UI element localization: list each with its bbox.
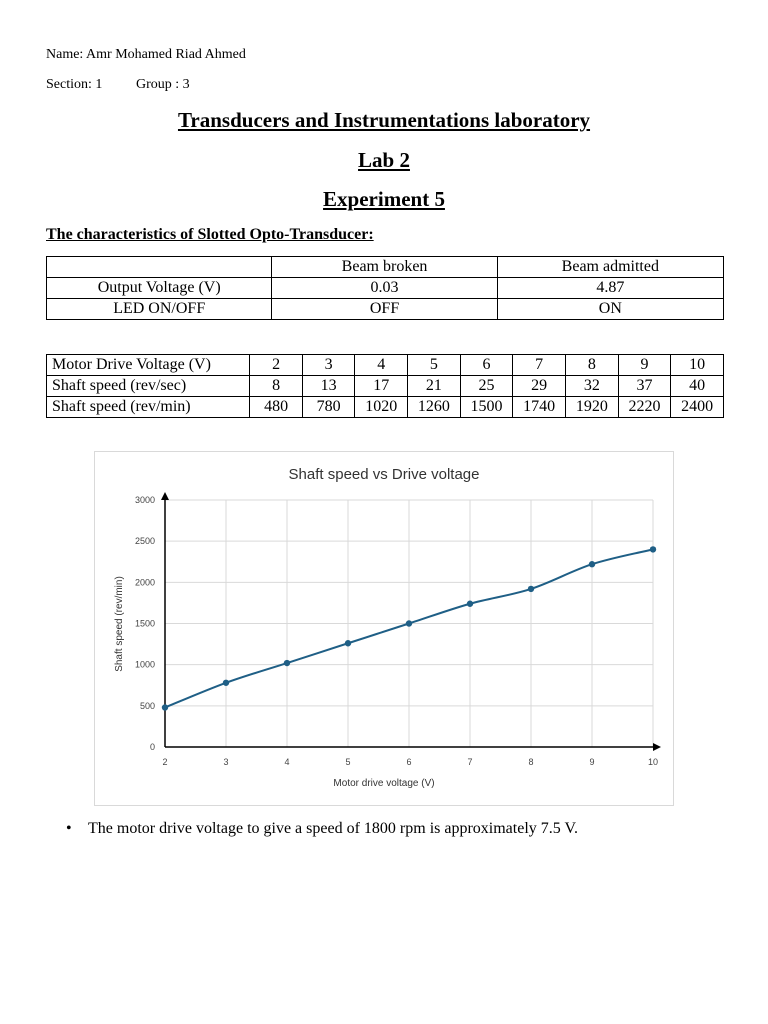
table-cell: 8 (250, 376, 303, 397)
table-cell: 1740 (513, 397, 566, 418)
x-tick-label: 10 (647, 757, 659, 767)
table-cell: 13 (302, 376, 355, 397)
y-tick-label: 3000 (134, 495, 155, 505)
table-cell: 2220 (618, 397, 671, 418)
y-axis-arrow (161, 492, 169, 500)
table-cell: 780 (302, 397, 355, 418)
characteristics-table (46, 256, 724, 320)
x-tick-label: 5 (345, 757, 351, 767)
y-tick-label: 0 (149, 742, 155, 752)
x-axis-arrow (653, 743, 661, 751)
table-row (47, 299, 724, 320)
table-cell: 0.03 (272, 278, 497, 299)
data-point (345, 640, 351, 646)
section-label: Section: 1 (46, 77, 103, 92)
page-title: Transducers and Instrumentations laboratory (177, 108, 591, 132)
table-cell: 4.87 (497, 278, 723, 299)
table-cell: 480 (250, 397, 303, 418)
table-cell: 8 (565, 355, 618, 376)
table-cell: 2400 (671, 397, 724, 418)
table-cell: Beam admitted (497, 257, 723, 278)
x-tick-label: 3 (223, 757, 229, 767)
experiment-title: Experiment 5 (323, 187, 445, 211)
table-cell: Beam broken (272, 257, 497, 278)
y-tick-label: 2000 (134, 577, 155, 588)
x-tick-label: 2 (162, 757, 168, 767)
table-cell: 1260 (408, 397, 461, 418)
table-cell: LED ON/OFF (47, 299, 272, 320)
data-point (406, 620, 412, 626)
y-tick-label: 1000 (134, 659, 155, 670)
table-cell: 9 (618, 355, 671, 376)
table-cell: 2 (250, 355, 303, 376)
table-cell: 3 (302, 355, 355, 376)
y-tick-label: 1500 (134, 618, 155, 629)
table-row (47, 376, 724, 397)
table-cell: 37 (618, 376, 671, 397)
table-cell: ON (497, 299, 723, 320)
x-tick-label: 7 (467, 757, 473, 767)
table-cell: 5 (408, 355, 461, 376)
table-cell: 10 (671, 355, 724, 376)
table-cell: Shaft speed (rev/sec) (47, 376, 250, 397)
line-chart (95, 452, 673, 805)
table-cell: 29 (513, 376, 566, 397)
data-point (162, 704, 168, 710)
table-cell: 7 (513, 355, 566, 376)
table-cell (47, 257, 272, 278)
table-cell: Motor Drive Voltage (V) (47, 355, 250, 376)
table-cell: Shaft speed (rev/min) (47, 397, 250, 418)
table-cell: 17 (355, 376, 408, 397)
x-axis-label: Motor drive voltage (V) (333, 778, 435, 789)
table-cell: 4 (355, 355, 408, 376)
lab-title: Lab 2 (358, 148, 410, 172)
table-cell: 40 (671, 376, 724, 397)
data-point (467, 601, 473, 607)
table-cell: 1020 (355, 397, 408, 418)
data-point (650, 546, 656, 552)
table-cell: 6 (460, 355, 513, 376)
table-cell: Output Voltage (V) (47, 278, 272, 299)
x-tick-label: 6 (406, 757, 412, 767)
section-heading: The characteristics of Slotted Opto-Transducer: (46, 226, 374, 243)
conclusion-text: The motor drive voltage to give a speed of 1800 rpm is approximately 7.5 V. (88, 820, 578, 837)
x-tick-label: 8 (528, 757, 534, 767)
student-name: Name: Amr Mohamed Riad Ahmed (46, 47, 246, 62)
x-tick-label: 4 (284, 757, 290, 767)
table-cell: 1500 (460, 397, 513, 418)
y-tick-label: 500 (139, 700, 155, 711)
table-cell: 21 (408, 376, 461, 397)
table-cell: OFF (272, 299, 497, 320)
y-tick-label: 2500 (134, 536, 155, 547)
chart-container (94, 451, 674, 806)
table-cell: 32 (565, 376, 618, 397)
data-point (223, 680, 229, 686)
x-tick-label: 9 (589, 757, 595, 767)
table-header-row (47, 257, 724, 278)
table-row (47, 397, 724, 418)
data-point (284, 660, 290, 666)
speed-table (46, 354, 724, 418)
table-row (47, 278, 724, 299)
table-row (47, 355, 724, 376)
data-point (589, 561, 595, 567)
table-cell: 25 (460, 376, 513, 397)
table-cell: 1920 (565, 397, 618, 418)
conclusion-bullet (66, 820, 578, 838)
bullet-icon: • (66, 820, 72, 837)
y-axis-label: Shaft speed (rev/min) (114, 576, 125, 672)
chart-title: Shaft speed vs Drive voltage (288, 466, 480, 483)
group-label: Group : 3 (136, 77, 190, 92)
data-point (528, 586, 534, 592)
